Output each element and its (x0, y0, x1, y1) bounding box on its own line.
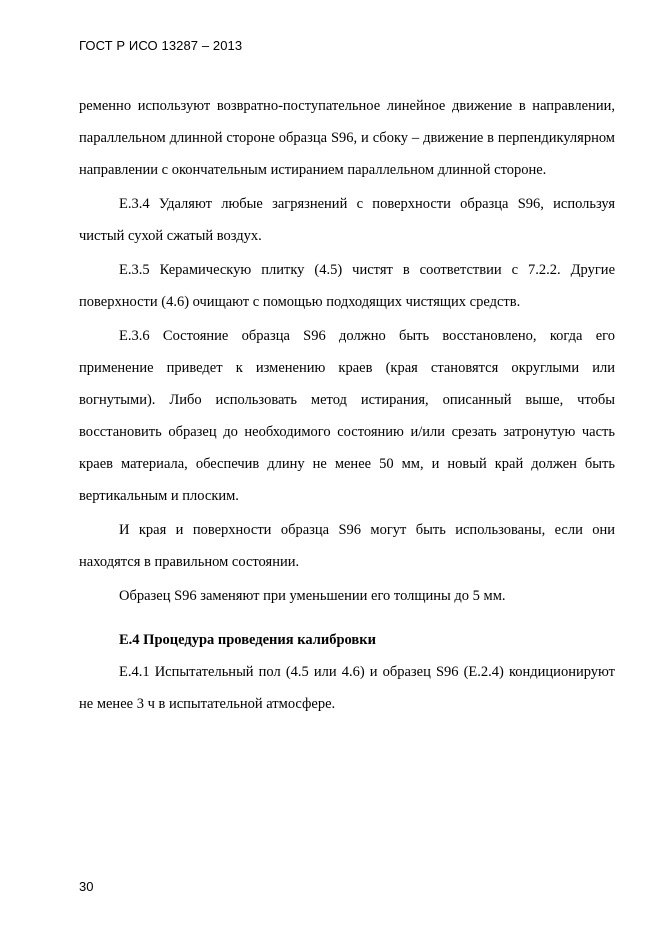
paragraph-replacement: Образец S96 заменяют при уменьшении его толщины до 5 мм. (119, 588, 506, 604)
paragraph-e-4-1: Е.4.1 Испытательный пол (4.5 или 4.6) и образец S96 (Е.2.4) кондиционируют не менее 3 ч в испытательной атмосфере. (79, 664, 615, 712)
section-title-e-4: Е.4 Процедура проведения калибровки (119, 632, 376, 648)
paragraph-continuation: ременно используют возвратно-поступательное линейное движение в направлении, параллельном длинной стороне образца S96, и сбоку – движение в перпендикулярном направлении с окончательным истиранием параллельном длинной стороне. (79, 98, 615, 178)
paragraph-e-3-4: Е.3.4 Удаляют любые загрязнений с поверхности образца S96, используя чистый сухой сжатый воздух. (79, 196, 615, 244)
document-body (79, 90, 615, 720)
page-number: 30 (79, 879, 94, 894)
paragraph-e-3-5: Е.3.5 Керамическую плитку (4.5) чистят в соответствии с 7.2.2. Другие поверхности (4.6) очищают с помощью подходящих чистящих средств. (79, 262, 615, 310)
document-header: ГОСТ Р ИСО 13287 – 2013 (79, 38, 243, 53)
paragraph-edges-usable: И края и поверхности образца S96 могут быть использованы, если они находятся в правильном состоянии. (79, 522, 615, 570)
paragraph-e-3-6: Е.3.6 Состояние образца S96 должно быть восстановлено, когда его применение приведет к изменению краев (края становятся округлыми или вогнутыми). Либо использовать метод истирания, описанный выше, чтобы восстановить образец до необходимого состоянию и/или срезать затронутую часть краев материала, обеспечив длину не менее 50 мм, и новый край должен быть вертикальным и плоским. (79, 328, 615, 504)
